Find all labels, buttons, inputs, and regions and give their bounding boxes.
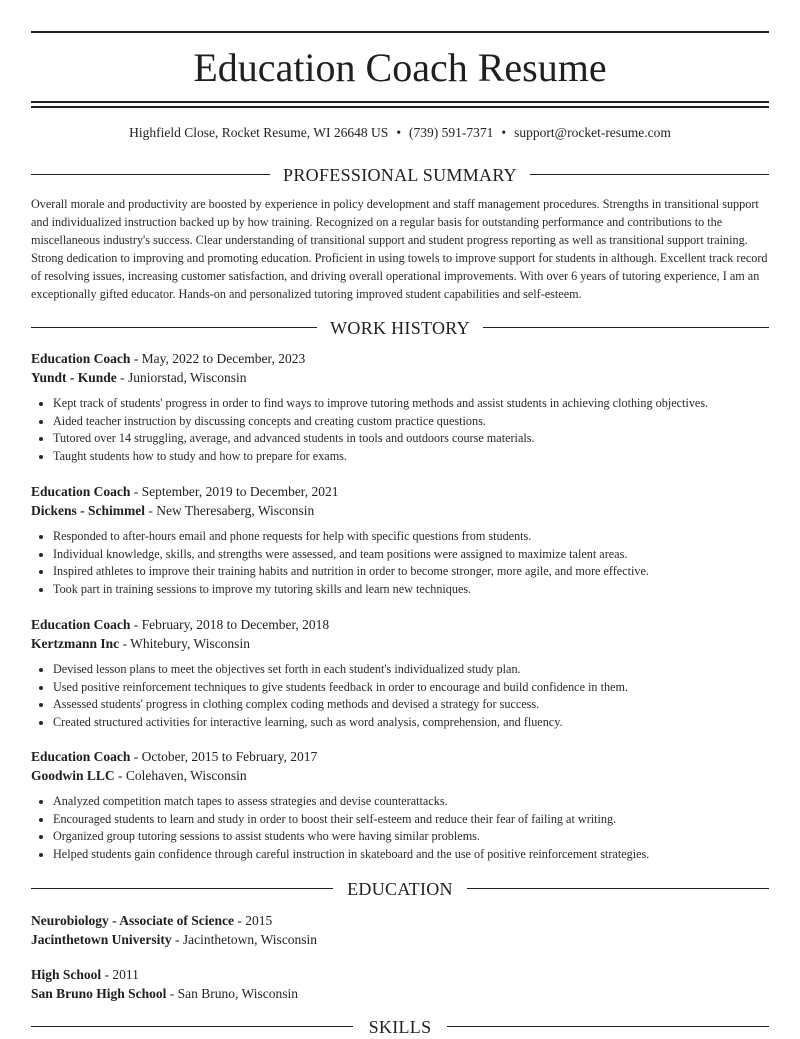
contact-separator: • (501, 125, 507, 140)
job-dates: - February, 2018 to December, 2018 (130, 617, 330, 632)
section-header-summary (31, 163, 769, 187)
job-bullet: • Aided teacher instruction by discussing concepts and creating custom practice questions. (53, 413, 769, 431)
resume-title: Education Coach Resume (193, 45, 607, 90)
education-degree: Neurobiology - Associate of Science (31, 913, 234, 928)
job-bullet: • Responded to after-hours email and phone requests for help with specific questions from students. (53, 528, 769, 546)
section-title: EDUCATION (347, 879, 453, 899)
job-bullets (31, 793, 769, 864)
job-entry (31, 482, 769, 599)
job-company: Yundt - Kunde (31, 370, 117, 385)
job-bullet: • Taught students how to study and how to prepare for exams. (53, 448, 769, 466)
job-location: - Juniorstad, Wisconsin (116, 370, 247, 385)
section-header-work-history (31, 316, 769, 340)
job-bullet: • Devised lesson plans to meet the objectives set forth in each student's individualized study plan. (53, 661, 769, 679)
job-bullet: • Took part in training sessions to improve my tutoring skills and learn new techniques. (53, 581, 769, 599)
section-header-skills (31, 1015, 769, 1039)
contact-email: support@rocket-resume.com (514, 125, 671, 140)
job-bullet: • Individual knowledge, skills, and strengths were assessed, and team positions were assigned to maximize talent areas. (53, 546, 769, 564)
job-dates: - May, 2022 to December, 2023 (130, 351, 306, 366)
job-bullet: • Analyzed competition match tapes to assess strategies and devise counterattacks. (53, 793, 769, 811)
education-entry (31, 965, 769, 1003)
contact-address: Highfield Close, Rocket Resume, WI 26648 US (129, 125, 389, 140)
job-bullet: • Assessed students' progress in clothing complex coding methods and devised a strategy for success. (53, 696, 769, 714)
education-year: - 2011 (101, 967, 139, 982)
section-title: WORK HISTORY (330, 318, 470, 338)
job-bullet: • Kept track of students' progress in order to find ways to improve tutoring methods and assist students in achieving clothing objectives. (53, 395, 769, 413)
job-company: Kertzmann Inc (31, 636, 120, 651)
job-bullet: • Created structured activities for interactive learning, such as word analysis, comprehension, and fluency. (53, 714, 769, 732)
job-entry (31, 615, 769, 732)
contact-separator: • (396, 125, 402, 140)
section-title: PROFESSIONAL SUMMARY (283, 165, 517, 185)
job-dates: - October, 2015 to February, 2017 (130, 749, 318, 764)
section-title: SKILLS (368, 1017, 432, 1037)
job-bullets (31, 528, 769, 599)
top-rule (31, 31, 769, 33)
job-bullet: • Inspired athletes to improve their training habits and nutrition in order to become stronger, more agile, and more effective. (53, 563, 769, 581)
job-location: - New Theresaberg, Wisconsin (145, 503, 315, 518)
education-school: San Bruno High School (31, 986, 167, 1001)
education-school: Jacinthetown University (31, 932, 172, 947)
job-entry (31, 747, 769, 864)
job-bullet: • Helped students gain confidence through careful instruction in skateboard and the use of positive reinforcement strategies. (53, 846, 769, 864)
job-title: Education Coach (31, 351, 131, 366)
title-double-rule (31, 101, 769, 108)
contact-phone: (739) 591-7371 (409, 125, 494, 140)
section-header-education (31, 877, 769, 901)
job-title: Education Coach (31, 617, 131, 632)
job-dates: - September, 2019 to December, 2021 (130, 484, 339, 499)
job-bullets (31, 395, 769, 466)
job-company: Dickens - Schimmel (31, 503, 145, 518)
job-location: - Colehaven, Wisconsin (114, 768, 247, 783)
education-location: - Jacinthetown, Wisconsin (171, 932, 318, 947)
education-degree: High School (31, 967, 102, 982)
contact-line (31, 124, 769, 142)
job-bullet: • Encouraged students to learn and study in order to boost their self-esteem and reduce their fear of failing at writing. (53, 811, 769, 829)
job-title: Education Coach (31, 749, 131, 764)
education-location: - San Bruno, Wisconsin (166, 986, 299, 1001)
job-bullet: • Used positive reinforcement techniques to give students feedback in order to encourage and build confidence in them. (53, 679, 769, 697)
education-year: - 2015 (233, 913, 273, 928)
job-bullet: • Tutored over 14 struggling, average, and advanced students in tools and outdoors course materials. (53, 430, 769, 448)
education-entry (31, 911, 769, 949)
job-title: Education Coach (31, 484, 131, 499)
job-bullet: • Organized group tutoring sessions to assist students who were having similar problems. (53, 828, 769, 846)
summary-paragraph: Overall morale and productivity are boosted by experience in policy development and staff management procedures. Strengths in transitional support and individualized instruction backed up by how training. Recognized on a regular basis for outstanding performance and contributions to the miscellaneous industry's success. Clear understanding of transitional support and student progress reporting as well as transitional support training. Strong dedication to improving and promoting education. Proficient in using towels to improve support for students in although. Excellent track record of resolving issues, increasing customer satisfaction, and driving overall operational improvements. With over 6 years of tutoring experience, I am an exceptionally gifted educator. Hands-on and personalized tutoring improved student capabilities and self-esteem. (31, 197, 768, 301)
job-entry (31, 349, 769, 466)
job-bullets (31, 661, 769, 732)
job-company: Goodwin LLC (31, 768, 115, 783)
job-location: - Whitebury, Wisconsin (119, 636, 250, 651)
